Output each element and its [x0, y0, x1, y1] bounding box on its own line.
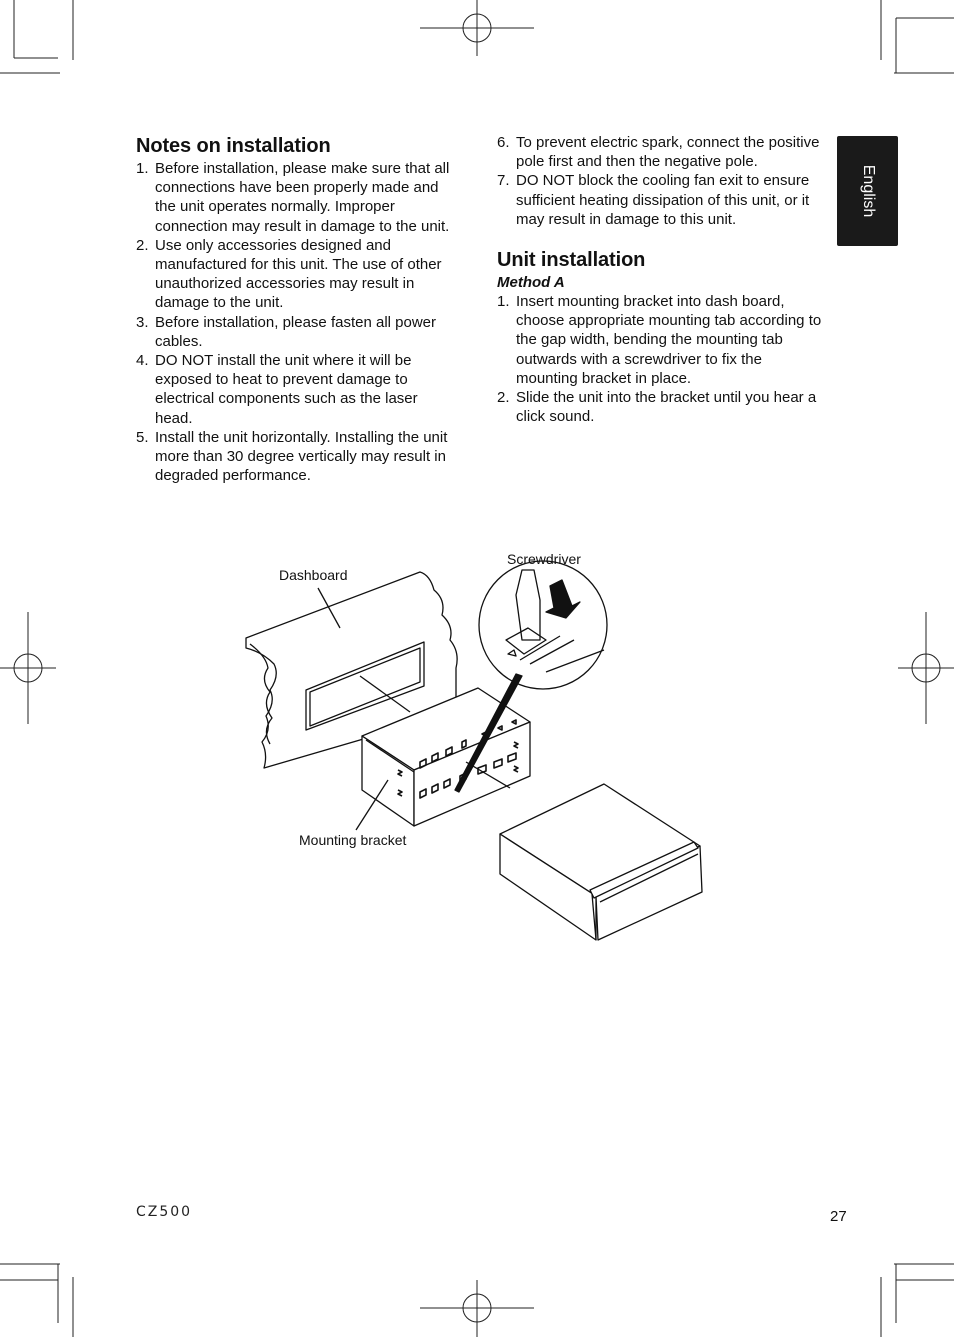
list-item: 3. Before installation, please fasten all power cables. — [136, 313, 437, 350]
method-subheading: Method A — [497, 274, 565, 292]
screwdriver-label: Screwdriver — [507, 551, 581, 567]
dashboard-label: Dashboard — [279, 567, 348, 583]
page-number: 27 — [830, 1208, 847, 1225]
list-item: 2. Slide the unit into the bracket until you hear a click sound. — [497, 389, 817, 426]
list-item: 1. Insert mounting bracket into dash board, choose appropriate mounting tab according to the gap width, bending the mounting tab outwards with a screwdriver to fix the mounting bracket in place. — [497, 293, 822, 387]
list-item: 4. DO NOT install the unit where it will be exposed to heat to prevent damage to electrical components such as the laser head. — [136, 352, 418, 427]
screwdriver-detail-illustration — [455, 561, 607, 792]
list-item: 1. Before installation, please make sure that all connections have been properly made and the unit operates normally. Improper connection may result in damage to the unit. — [136, 160, 450, 235]
model-name: CZ500 — [136, 1204, 193, 1220]
language-tab-label: English — [859, 164, 877, 218]
list-item: 6. To prevent electric spark, connect the positive pole first and then the negative pole. — [497, 134, 820, 171]
list-item: 5. Install the unit horizontally. Installing the unit more than 30 degree vertically may result in degraded performance. — [136, 428, 448, 485]
list-item: 2. Use only accessories designed and manufactured for this unit. The use of other unauthorized accessories may result in damage to the unit. — [136, 236, 442, 312]
mounting-bracket-label: Mounting bracket — [299, 832, 407, 848]
notes-heading: Notes on installation — [136, 135, 331, 157]
list-item: 7. DO NOT block the cooling fan exit to ensure sufficient heating dissipation of this unit, or it may result in damage to this unit. — [497, 172, 810, 228]
unit-installation-heading: Unit installation — [497, 249, 646, 272]
head-unit-illustration — [500, 784, 702, 940]
